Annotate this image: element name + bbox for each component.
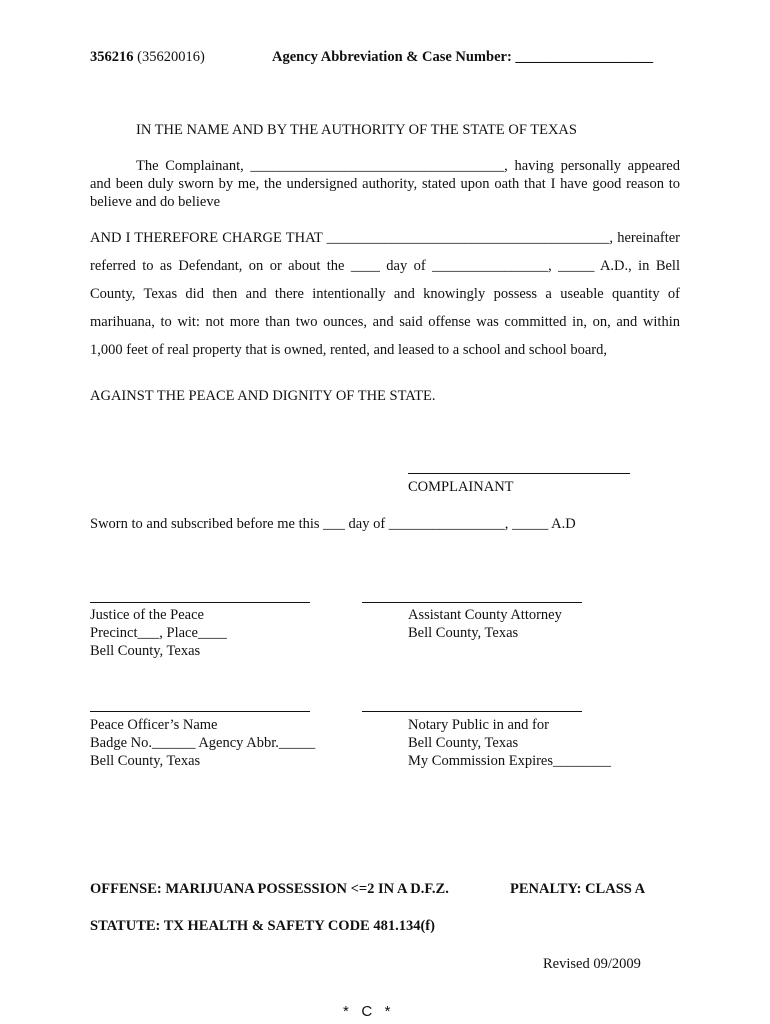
sworn-line: Sworn to and subscribed before me this ___ day of ________________, _____ A.D xyxy=(90,516,576,532)
agency-case-blank[interactable]: ___________________ xyxy=(515,49,654,65)
jp-county: Bell County, Texas xyxy=(90,643,201,659)
charge-line-3: County, Texas did then and there intentionally and knowingly possess a useable quantity of xyxy=(90,286,680,302)
charge-line-4: marihuana, to wit: not more than two ounces, and said offense was committed in, on, and within xyxy=(90,314,680,330)
aca-title: Assistant County Attorney xyxy=(408,607,562,623)
peace-dignity-line: AGAINST THE PEACE AND DIGNITY OF THE STATE. xyxy=(90,388,436,404)
jp-signature-line[interactable] xyxy=(90,602,310,603)
footer-mark: * C * xyxy=(343,1003,391,1020)
penalty-line: PENALTY: CLASS A xyxy=(510,881,646,897)
aca-county: Bell County, Texas xyxy=(408,625,519,641)
notary-signature-line[interactable] xyxy=(362,711,582,712)
notary-commission: My Commission Expires________ xyxy=(408,753,612,769)
authority-heading: IN THE NAME AND BY THE AUTHORITY OF THE STATE OF TEXAS xyxy=(136,122,577,138)
complainant-signature-line[interactable] xyxy=(408,473,630,474)
officer-signature-line[interactable] xyxy=(90,711,310,712)
charge-line-5: 1,000 feet of real property that is owned, rented, and leased to a school and school board, xyxy=(90,342,608,358)
revised-date: Revised 09/2009 xyxy=(543,956,641,972)
aca-signature-line[interactable] xyxy=(362,602,582,603)
officer-county: Bell County, Texas xyxy=(90,753,201,769)
officer-badge: Badge No.______ Agency Abbr._____ xyxy=(90,735,316,751)
officer-name: Peace Officer’s Name xyxy=(90,717,218,733)
notary-title: Notary Public in and for xyxy=(408,717,549,733)
form-header xyxy=(90,48,205,66)
complainant-signature-label: COMPLAINANT xyxy=(408,479,514,495)
offense-line: OFFENSE: MARIJUANA POSSESSION <=2 IN A D.F.Z. xyxy=(90,881,449,897)
form-code-alt: (35620016) xyxy=(137,49,205,65)
complainant-line-3: believe and do believe xyxy=(90,194,221,210)
form-code: 356216 xyxy=(90,49,134,65)
charge-line-1: AND I THEREFORE CHARGE THAT _______________________________________, hereinafter xyxy=(90,230,680,246)
agency-case-label xyxy=(272,48,653,66)
jp-precinct: Precinct___, Place____ xyxy=(90,625,227,641)
complainant-line-2: and been duly sworn by me, the undersigned authority, stated upon oath that I have good reason to xyxy=(90,176,680,192)
charge-line-2: referred to as Defendant, on or about the ____ day of ________________, _____ A.D., in Bell xyxy=(90,258,680,274)
agency-case-label-text: Agency Abbreviation & Case Number: xyxy=(272,49,512,65)
statute-line: STATUTE: TX HEALTH & SAFETY CODE 481.134(f) xyxy=(90,918,435,934)
complainant-line-1: The Complainant, ___________________________________, having personally appeared xyxy=(136,158,680,174)
jp-title: Justice of the Peace xyxy=(90,607,204,623)
notary-county: Bell County, Texas xyxy=(408,735,519,751)
